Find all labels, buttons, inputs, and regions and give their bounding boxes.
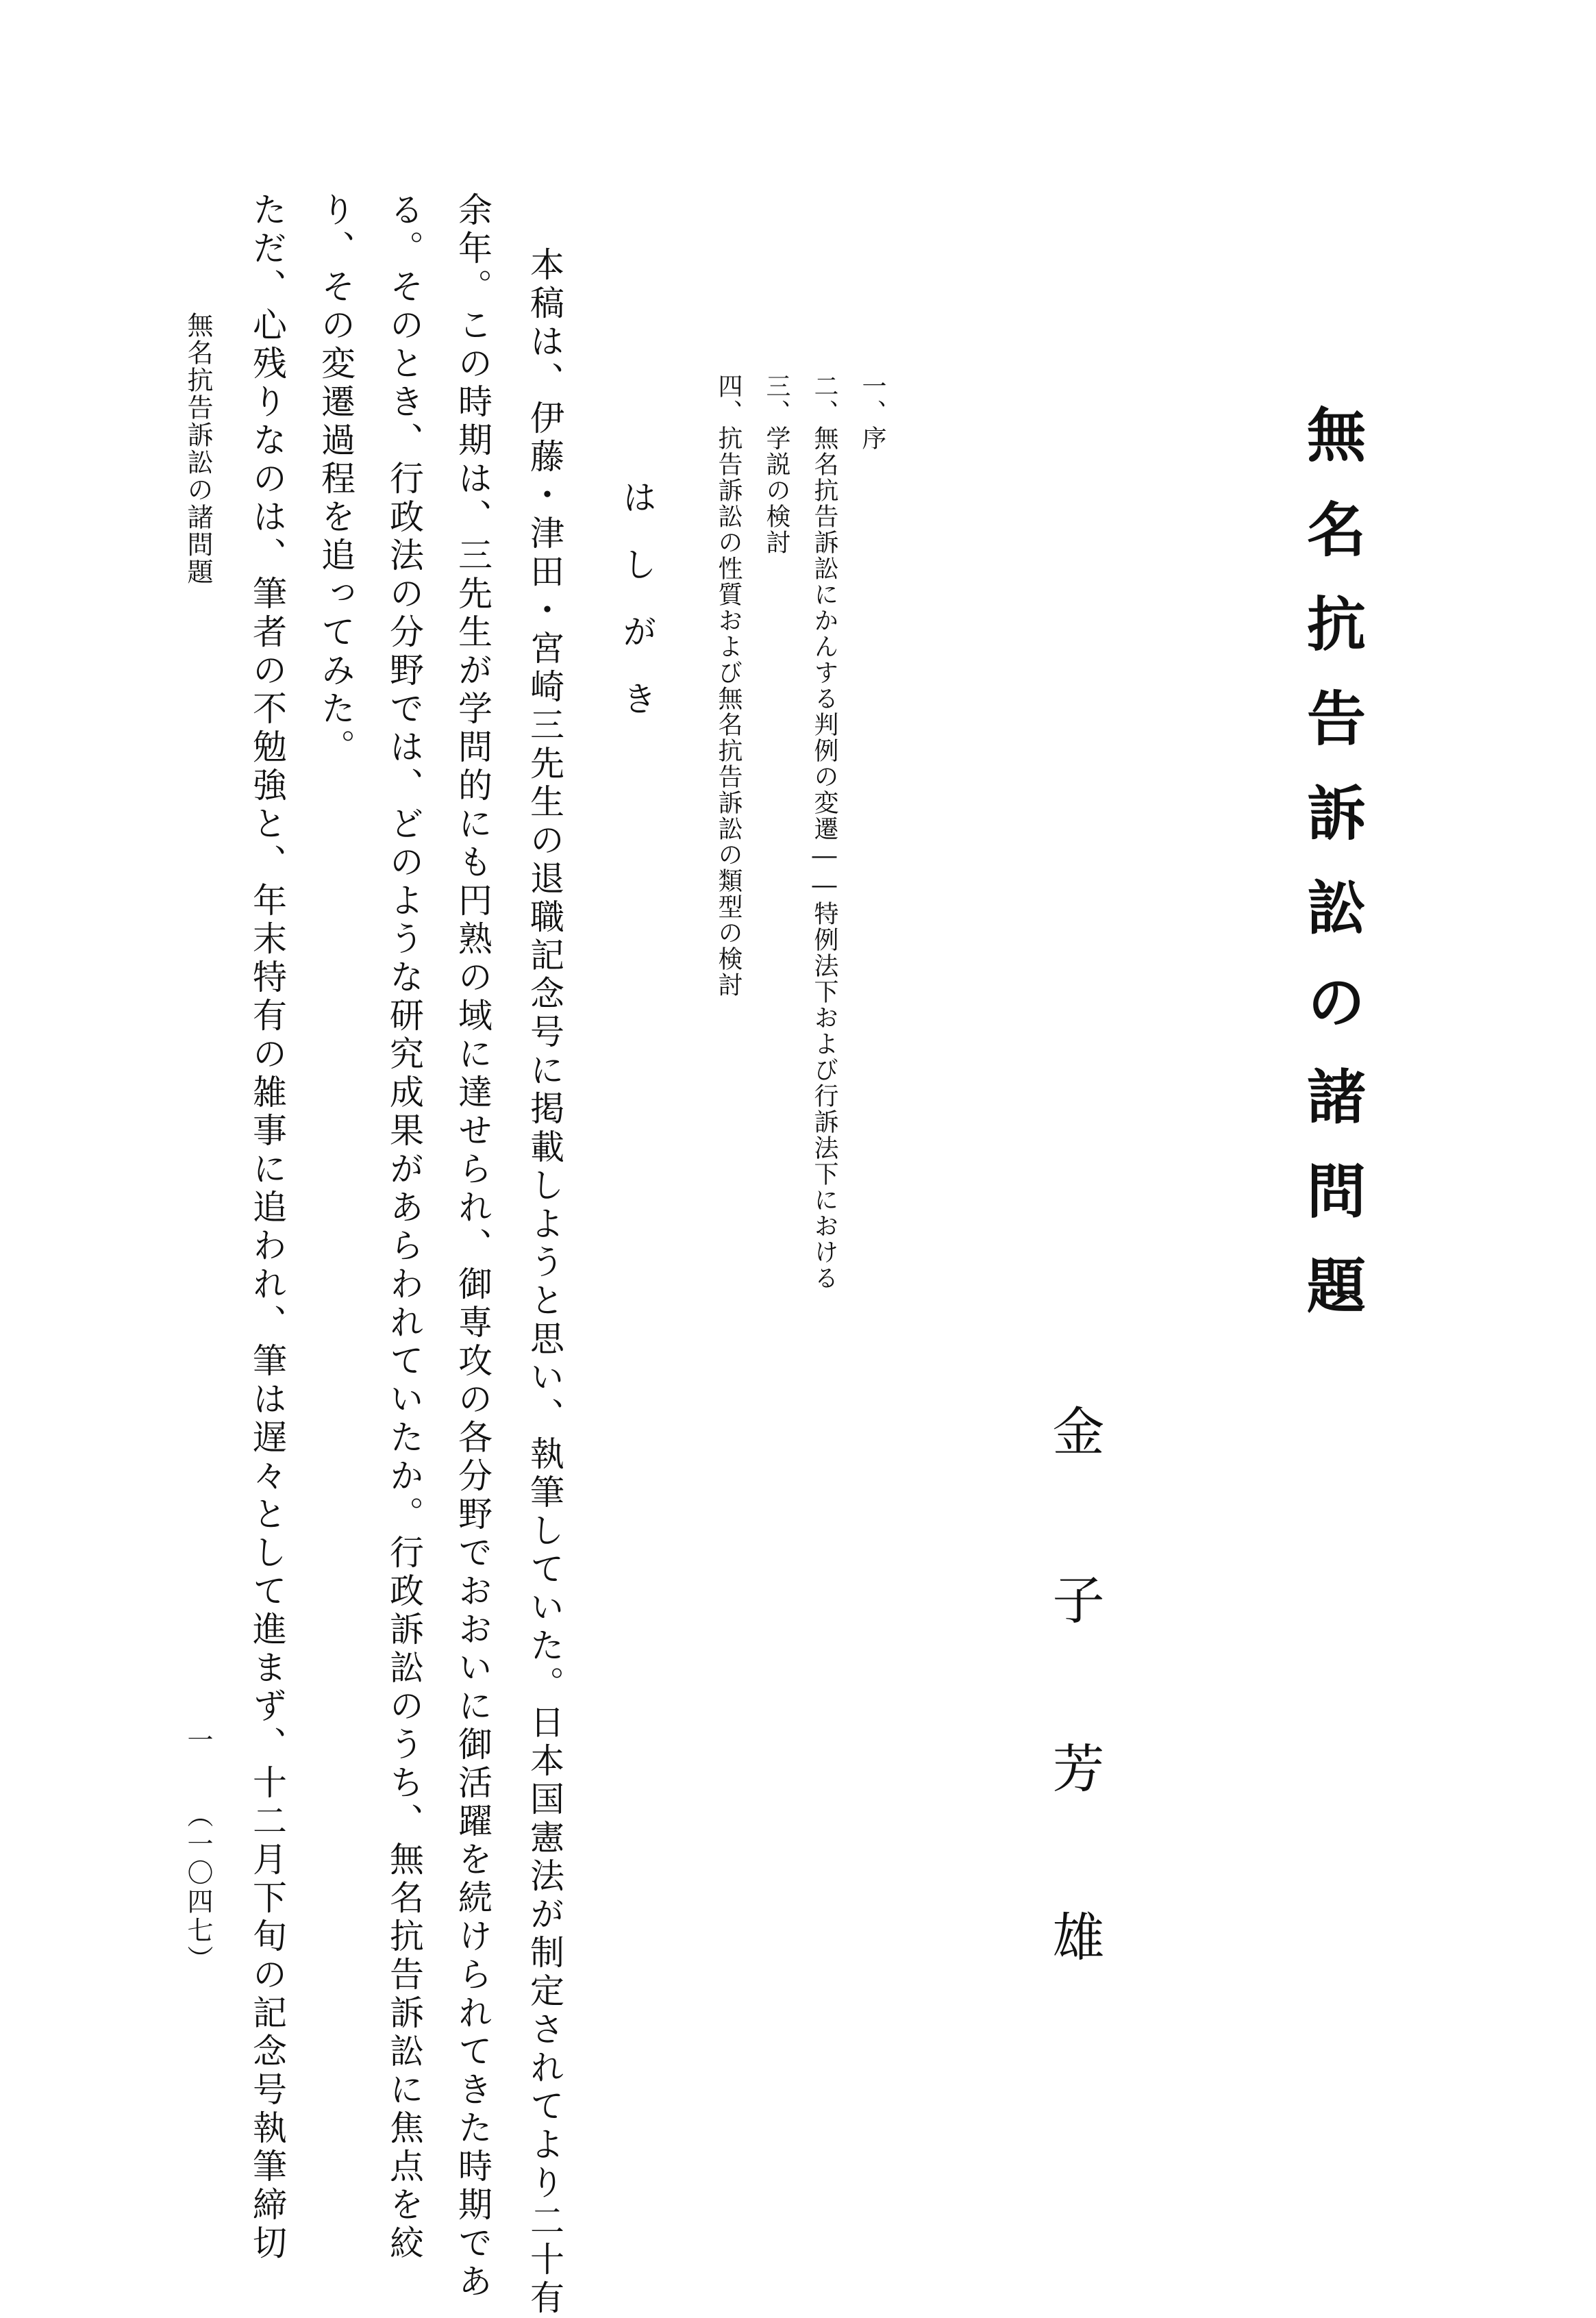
body-line: 余年。この時期は、三先生が学問的にも円熟の域に達せられ、御専攻の各分野でおおいに御活躍を続けられてきた時期であ bbox=[453, 192, 492, 2302]
page-number: 一 bbox=[183, 1726, 213, 1754]
body-line: り、その変遷過程を追ってみた。 bbox=[316, 192, 356, 767]
toc-item: 一、序 bbox=[858, 373, 886, 451]
author-name: 金子芳雄 bbox=[1044, 1404, 1105, 2078]
volume-page-number: （一〇四七） bbox=[183, 1802, 213, 1974]
body-line: 本稿は、伊藤・津田・宮崎三先生の退職記念号に掲載しようと思い、執筆していた。日本国憲法が制定されてより二十有 bbox=[525, 247, 564, 2318]
toc-item: 二、無名抗告訴訟にかんする判例の変遷――特例法下および行訴法下における bbox=[810, 373, 838, 1291]
running-title: 無名抗告訴訟の諸問題 bbox=[183, 312, 213, 586]
body-line: る。そのとき、行政法の分野では、どのような研究成果があらわれていたか。行政訴訟のうち、無名抗告訴訟に焦点を絞 bbox=[384, 192, 424, 2263]
body-line: ただ、心残りなのは、筆者の不勉強と、年末特有の雑事に追われ、筆は遅々として進まず、十二月下旬の記念号執筆締切 bbox=[247, 192, 287, 2263]
section-heading: はしがき bbox=[617, 479, 657, 748]
toc-item: 四、抗告訴訟の性質および無名抗告訴訟の類型の検討 bbox=[714, 373, 743, 998]
toc-item: 三、学説の検討 bbox=[762, 373, 790, 556]
article-title: 無名抗告訴訟の諸問題 bbox=[1297, 404, 1366, 1349]
